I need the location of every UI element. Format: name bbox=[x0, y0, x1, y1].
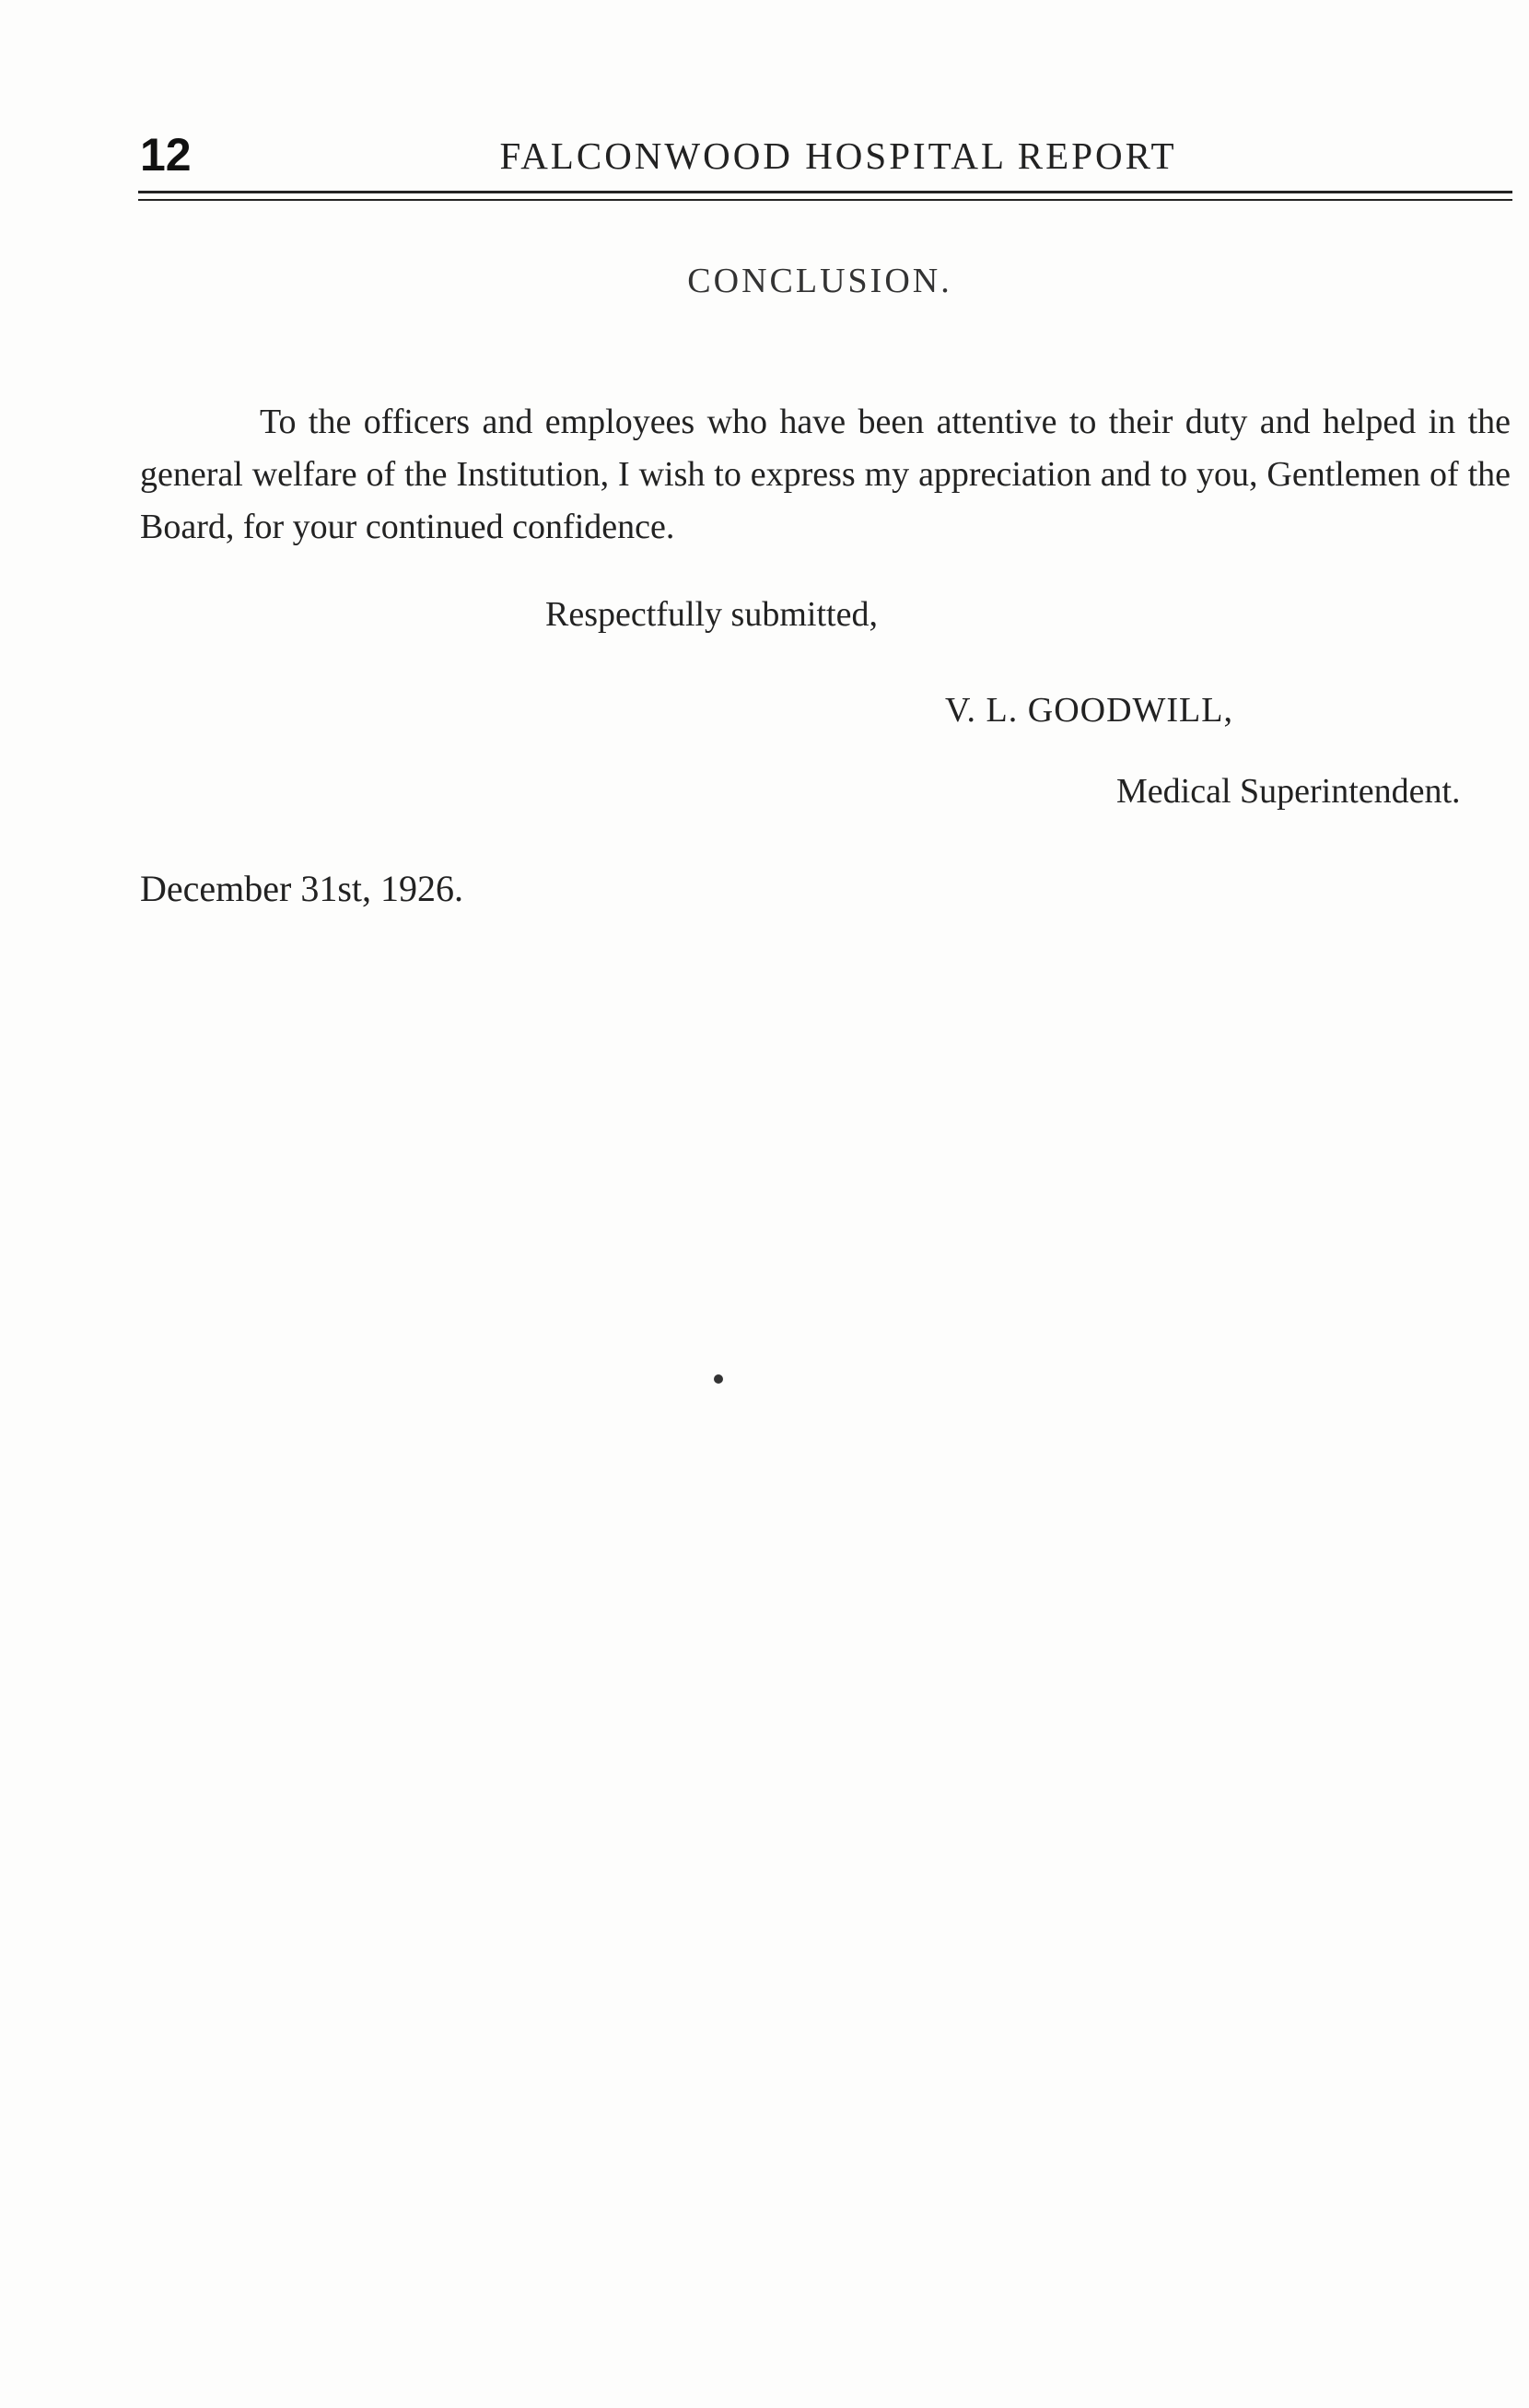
signatory-name: V. L. GOODWILL, bbox=[945, 691, 1233, 730]
running-header: FALCONWOOD HOSPITAL REPORT bbox=[499, 134, 1177, 177]
document-date: December 31st, 1926. bbox=[140, 868, 464, 909]
body-paragraph: To the officers and employees who have been attentive to their duty and helped in the general welfare of the Institution, I wish to express my appreciation and to you, Gentlemen of the Board, for your continued confidence. bbox=[140, 403, 1511, 546]
header-rule-bottom bbox=[138, 199, 1512, 201]
page-number: 12 bbox=[140, 129, 192, 181]
closing-salutation: Respectfully submitted, bbox=[545, 595, 878, 634]
section-title: CONCLUSION. bbox=[687, 262, 952, 300]
header-rule-top bbox=[138, 191, 1512, 193]
signatory-title: Medical Superintendent. bbox=[1116, 772, 1461, 811]
ink-speck bbox=[714, 1374, 723, 1384]
